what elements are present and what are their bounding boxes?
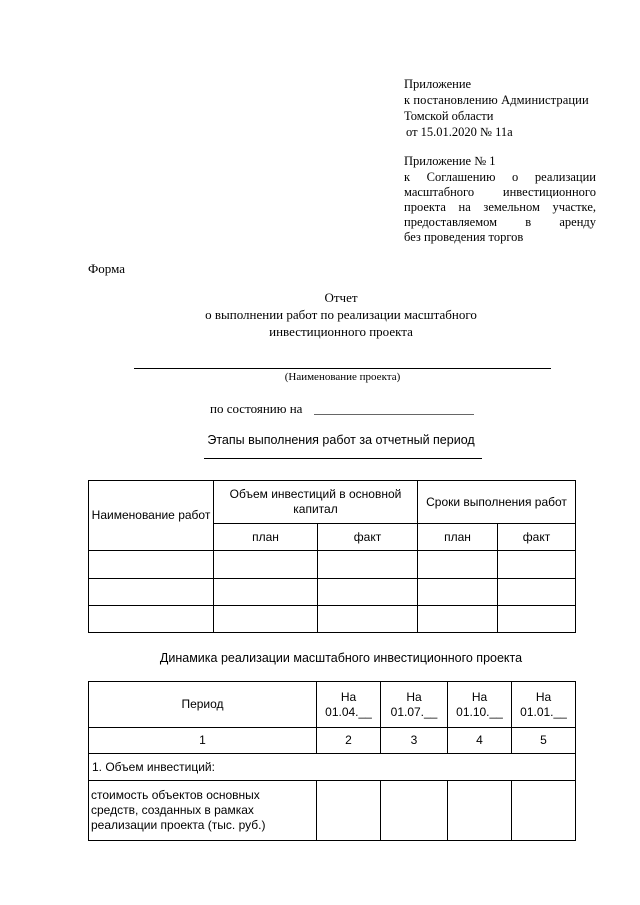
table-cell[interactable] bbox=[381, 781, 448, 841]
appendix-1-label: Приложение № 1 bbox=[404, 154, 496, 168]
table-row bbox=[89, 551, 576, 579]
col-header-work-name: Наименование работ bbox=[89, 481, 214, 551]
col-header-investment: Объем инвестиций в основной капитал bbox=[214, 481, 418, 524]
table-cell[interactable] bbox=[89, 606, 214, 633]
subheader-investment-plan: план bbox=[214, 524, 318, 551]
table-cell[interactable] bbox=[317, 781, 381, 841]
period-1-na: На bbox=[340, 689, 357, 704]
period-3-date: 01.10.__ bbox=[456, 704, 503, 719]
period-3-header bbox=[448, 682, 512, 728]
table-cell[interactable] bbox=[318, 606, 418, 633]
period-1-date: 01.04.__ bbox=[325, 704, 372, 719]
resolution-label: к постановлению Администрации bbox=[404, 93, 589, 107]
stages-table bbox=[88, 480, 576, 633]
period-1-header bbox=[317, 682, 381, 728]
agreement-line-1: к Соглашению о реализации bbox=[404, 170, 596, 184]
table-cell[interactable] bbox=[418, 551, 498, 579]
table-cell[interactable] bbox=[89, 579, 214, 606]
table-row bbox=[89, 606, 576, 633]
row-fixed-assets-label: стоимость объектов основных средств, созданных в рамках реализации проекта (тыс. руб.) bbox=[89, 781, 317, 841]
period-2-na: На bbox=[406, 689, 422, 704]
column-number: 3 bbox=[381, 728, 448, 754]
agreement-line-4: предоставляемом в аренду bbox=[404, 215, 596, 229]
column-number: 2 bbox=[317, 728, 381, 754]
dynamics-heading: Динамика реализации масштабного инвестиционного проекта bbox=[159, 651, 523, 665]
project-name-caption: (Наименование проекта) bbox=[284, 371, 401, 383]
table-cell[interactable] bbox=[318, 579, 418, 606]
stages-heading: Этапы выполнения работ за отчетный период bbox=[207, 433, 475, 447]
table-cell[interactable] bbox=[498, 579, 576, 606]
period-4-na: На bbox=[535, 689, 552, 704]
period-4-date: 01.01.__ bbox=[520, 704, 567, 719]
table-cell[interactable] bbox=[418, 579, 498, 606]
report-title: Отчет bbox=[324, 290, 358, 305]
subheader-investment-fact: факт bbox=[318, 524, 418, 551]
agreement-line-3: проекта на земельном участке, bbox=[404, 200, 596, 214]
period-4-header bbox=[512, 682, 576, 728]
as-of-date-line bbox=[314, 414, 474, 415]
period-2-date: 01.07.__ bbox=[390, 704, 438, 719]
table-cell[interactable] bbox=[418, 606, 498, 633]
table-cell[interactable] bbox=[214, 606, 318, 633]
table-cell[interactable] bbox=[498, 606, 576, 633]
table-cell[interactable] bbox=[498, 551, 576, 579]
column-number: 1 bbox=[89, 728, 317, 754]
column-number: 5 bbox=[512, 728, 576, 754]
subheader-terms-plan: план bbox=[418, 524, 498, 551]
period-3-na: На bbox=[471, 689, 488, 704]
region-label: Томской области bbox=[404, 109, 494, 123]
appendix-label: Приложение bbox=[404, 77, 472, 91]
form-label: Форма bbox=[88, 261, 125, 276]
report-subtitle-1: о выполнении работ по реализации масштабного bbox=[205, 307, 477, 322]
table-cell[interactable] bbox=[512, 781, 576, 841]
table-cell[interactable] bbox=[214, 551, 318, 579]
col-header-terms: Сроки выполнения работ bbox=[418, 481, 576, 524]
table-cell[interactable] bbox=[89, 551, 214, 579]
table-cell[interactable] bbox=[448, 781, 512, 841]
section-investment-volume: 1. Объем инвестиций: bbox=[89, 754, 576, 781]
agreement-line-2: масштабного инвестиционного bbox=[404, 185, 596, 199]
table-cell[interactable] bbox=[214, 579, 318, 606]
report-subtitle-2: инвестиционного проекта bbox=[269, 324, 413, 339]
subheader-terms-fact: факт bbox=[498, 524, 576, 551]
table-cell[interactable] bbox=[318, 551, 418, 579]
date-number-label: от 15.01.2020 № 11а bbox=[406, 125, 513, 139]
period-header: Период bbox=[89, 682, 317, 728]
dynamics-table bbox=[88, 681, 576, 841]
column-number: 4 bbox=[448, 728, 512, 754]
stages-underline bbox=[204, 458, 482, 459]
table-row bbox=[89, 579, 576, 606]
period-2-header bbox=[381, 682, 448, 728]
as-of-label: по состоянию на bbox=[210, 401, 303, 416]
project-name-line bbox=[134, 368, 551, 369]
agreement-line-5: без проведения торгов bbox=[404, 230, 524, 244]
